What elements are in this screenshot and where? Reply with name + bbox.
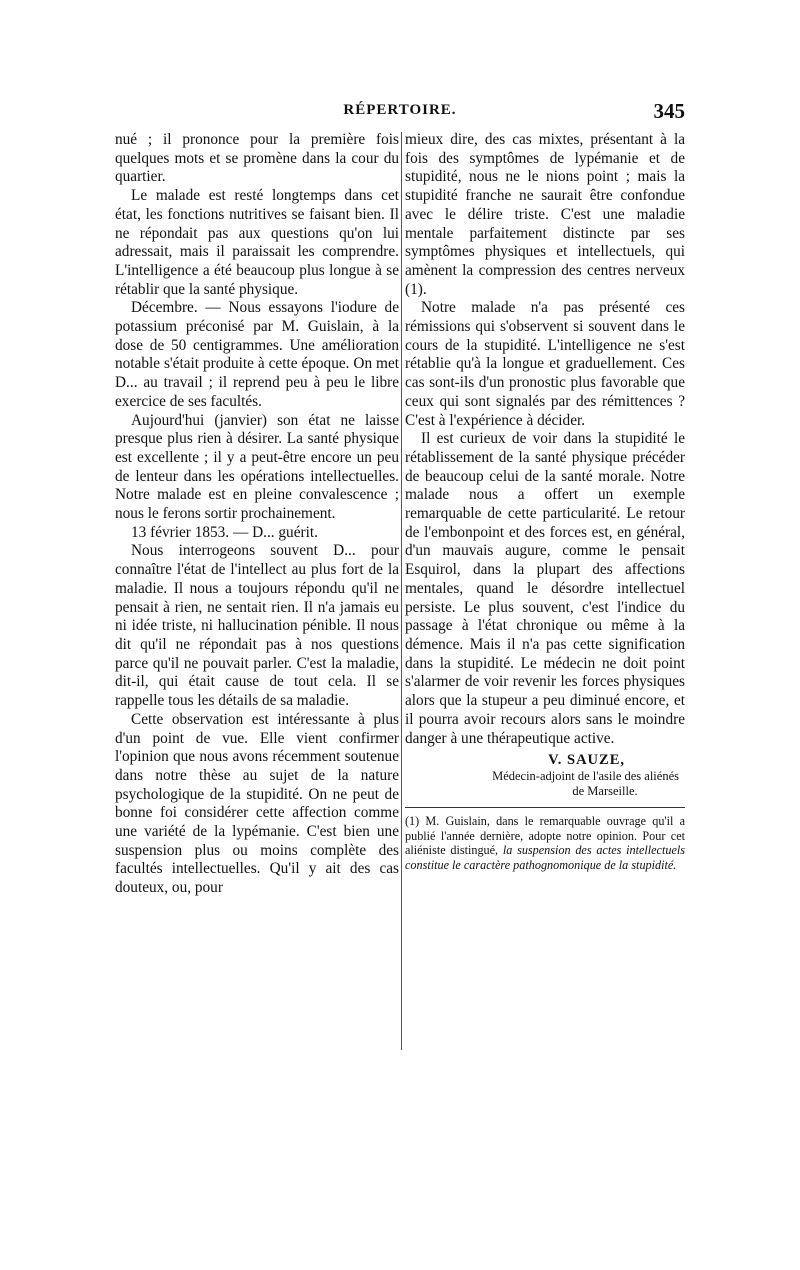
paragraph: Aujourd'hui (janvier) son état ne laisse presque plus rien à désirer. La santé physique est excellente ; il y a peut-être encore un peu de lenteur dans les opérations intellectuelles. Notre malade est en pleine convalescence ; nous le ferons sortir prochainement.: [115, 411, 399, 523]
column-divider: [401, 132, 402, 1050]
paragraph: Le malade est resté longtemps dans cet état, les fonctions nutritives se faisant bien. Il ne répondait pas aux questions qu'on lui adressait, mais il paraissait les comprendre. L'intelligence a été beaucoup plus longue à se rétablir que la santé physique.: [115, 187, 399, 298]
page-number: 345: [653, 99, 685, 123]
author-place: de Marseille.: [572, 784, 638, 799]
paragraph: Notre malade n'a pas présenté ces rémissions qui s'observent si souvent dans le cours de la stupidité. L'intelligence ne s'est rétablie qu'à la longue et graduellement. Ces cas sont-ils d'un pronostic plus favorable que ceux qui sont signalés par des rémittences ? C'est à l'expérience à décider.: [405, 299, 685, 429]
signature-block: [405, 752, 685, 799]
footnote: [405, 814, 685, 872]
paragraph: mieux dire, des cas mixtes, présentant à la fois des symptômes de lypémanie et de stupidité, nous ne le nions point ; mais la stupidité franche ne saurait être confondue avec le délire triste. C'est une maladie mentale parfaitement distincte par ses symptômes physiques et intellectuels, qui amènent la compression des centres nerveux (1).: [405, 131, 685, 298]
page-header: [115, 99, 685, 126]
paragraph: Décembre. — Nous essayons l'iodure de potassium préconisé par M. Guislain, à la dose de 50 centigrammes. Une amélioration notable s'était produite à cette époque. On met D... au travail ; il reprend peu à peu le libre exercice de ses facultés.: [115, 299, 399, 410]
left-column: [115, 131, 399, 898]
right-column: [405, 131, 685, 873]
footnote-italic: la suspension des actes intellectuels constitue le caractère pathognomonique de la stupidité.: [405, 843, 685, 872]
footnote-text: (1) M. Guislain, dans le remarquable ouvrage qu'il a publié l'année dernière, adopte notre opinion. Pour cet aliéniste distingué,: [405, 814, 685, 858]
paragraph: nué ; il prononce pour la première fois quelques mots et se promène dans la cour du quartier.: [115, 131, 399, 186]
running-head: RÉPERTOIRE.: [343, 102, 457, 118]
paragraph: Il est curieux de voir dans la stupidité le rétablissement de la santé physique précéder de beaucoup celui de la santé morale. Notre malade nous a offert un exemple remarquable de cette particularité. Le retour de l'embonpoint et des forces est, en général, d'un mauvais augure, comme le pensait Esquirol, dans la plupart des affections mentales, quand le désordre intellectuel persiste. Le plus souvent, c'est l'indice du passage à l'état chronique ou même à la démence. Mais il n'a pas cette signification dans la stupidité. Le médecin ne doit point s'alarmer de voir revenir les forces physiques alors que la stupeur a peu diminué encore, et il pourra avoir recours alors sans le moindre danger à une thérapeutique active.: [405, 430, 685, 747]
author-name: V. SAUZE,: [548, 752, 625, 769]
paragraph: Nous interrogeons souvent D... pour connaître l'état de l'intellect au plus fort de la maladie. Il nous a toujours répondu qu'il ne pensait à rien, ne sentait rien. Il n'a jamais eu ni idée triste, ni hallucination pénible. Il nous dit qu'il ne répondait pas à nos questions parce qu'il ne pouvait parler. C'est la maladie, dit-il, qui était cause de tout cela. Il se rappelle tous les détails de sa maladie.: [115, 542, 399, 710]
paragraph: 13 février 1853. — D... guérit.: [131, 523, 318, 541]
author-title: Médecin-adjoint de l'asile des aliénés: [492, 769, 679, 784]
footnote-rule: [405, 807, 685, 808]
paragraph: Cette observation est intéressante à plus d'un point de vue. Elle vient confirmer l'opinion que nous avons récemment soutenue dans notre thèse au sujet de la nature psychologique de la stupidité. On ne peut de bonne foi considérer cette affection comme une variété de la lypémanie. C'est bien une suspension plus ou moins complète des facultés intellectuelles. Qu'il y ait des cas douteux, ou, pour: [115, 710, 399, 897]
